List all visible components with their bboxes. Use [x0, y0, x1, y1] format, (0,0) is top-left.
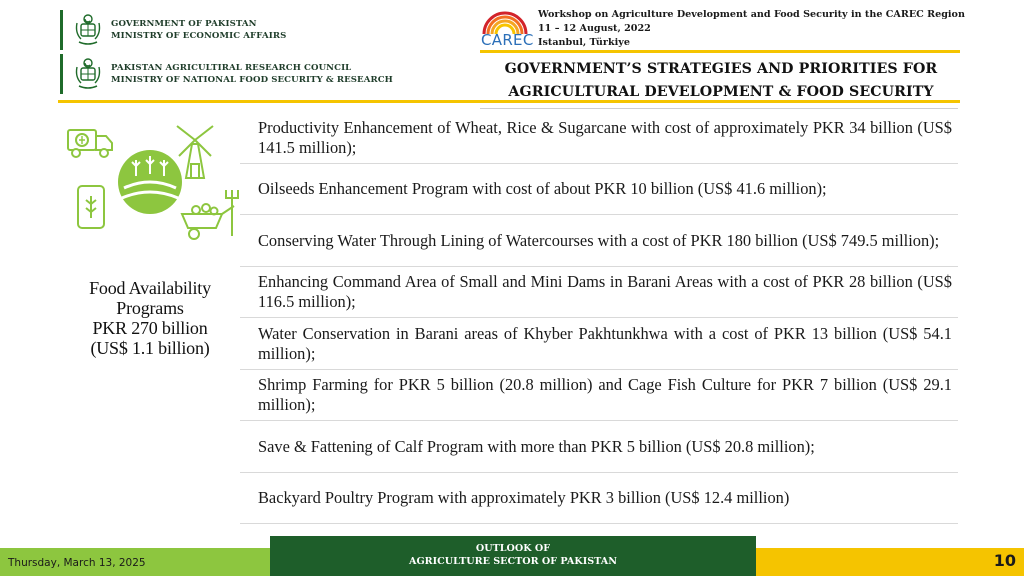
program-text: Save & Fattening of Calf Program with more than PKR 5 billion (US$ 20.8 million); — [258, 436, 815, 456]
agriculture-illustration — [64, 118, 240, 246]
pitchfork-icon — [226, 190, 238, 236]
program-text: Backyard Poultry Program with approximately PKR 3 billion (US$ 12.4 million) — [258, 488, 790, 507]
workshop-location: Istanbul, Türkiye — [538, 37, 630, 48]
footer-right-band — [756, 548, 1024, 576]
title-rule — [480, 108, 958, 109]
wheelbarrow-icon — [182, 204, 234, 239]
field-icon — [118, 150, 182, 214]
workshop-divider — [480, 50, 960, 53]
windmill-icon — [177, 126, 213, 178]
list-item — [240, 473, 958, 524]
carec-logo-text: CAREC — [481, 31, 534, 49]
summary-line1: Food Availability — [89, 278, 211, 298]
program-text: Oilseeds Enhancement Program with cost of about PKR 10 billion (US$ 41.6 million); — [258, 179, 827, 198]
program-summary — [60, 278, 240, 358]
page-number: 10 — [993, 551, 1016, 570]
workshop-title: Workshop on Agriculture Development and Food Security in the CAREC Region — [538, 9, 965, 20]
government-org-line1: GOVERNMENT OF PAKISTAN — [111, 19, 257, 29]
page-title — [484, 58, 958, 104]
program-text: Shrimp Farming for PKR 5 billion (20.8 million) and Cage Fish Culture for PKR 7 billion (US$ 29.1 million); — [258, 375, 952, 414]
program-text: Water Conservation in Barani areas of Khyber Pakhtunkhwa with a cost of PKR 13 billion (US$ 54.1 million); — [258, 323, 952, 363]
program-text: Productivity Enhancement of Wheat, Rice & Sugarcane with cost of approximately PKR 34 billion (US$ 141.5 million); — [258, 117, 952, 157]
org-accent-bar — [60, 10, 63, 50]
phone-icon — [78, 186, 104, 228]
org-accent-bar — [60, 54, 63, 94]
summary-line4: (US$ 1.1 billion) — [90, 338, 210, 358]
truck-icon — [68, 130, 112, 157]
page-title-line2: AGRICULTURAL DEVELOPMENT & FOOD SECURITY — [508, 84, 934, 100]
government-org-line2: MINISTRY OF ECONOMIC AFFAIRS — [111, 31, 287, 41]
list-item — [240, 267, 958, 318]
workshop-dates: 11 – 12 August, 2022 — [538, 23, 651, 34]
government-org-text — [111, 18, 286, 42]
research-org-line2: MINISTRY OF NATIONAL FOOD SECURITY & RESEARCH — [111, 75, 393, 85]
workshop-info — [538, 8, 965, 50]
footer-title — [270, 536, 756, 576]
summary-line3: PKR 270 billion — [92, 318, 208, 338]
footer-title-line2: AGRICULTURE SECTOR OF PAKISTAN — [409, 556, 617, 567]
program-list — [240, 112, 958, 524]
research-org-block — [60, 54, 393, 94]
program-text: Enhancing Command Area of Small and Mini Dams in Barani Areas with a cost of PKR 28 billion (US$ 116.5 million); — [258, 272, 952, 311]
pakistan-emblem-icon — [73, 13, 103, 47]
pakistan-emblem-icon — [73, 57, 103, 91]
summary-line2: Programs — [116, 298, 184, 318]
research-org-text — [111, 62, 393, 86]
list-item — [240, 215, 958, 267]
research-org-line1: PAKISTAN AGRICULTIRAL RESEARCH COUNCIL — [111, 63, 352, 73]
program-text: Conserving Water Through Lining of Watercourses with a cost of PKR 180 billion (US$ 749.5 million); — [258, 230, 940, 250]
list-item — [240, 421, 958, 473]
page-title-line1: GOVERNMENT’S STRATEGIES AND PRIORITIES FOR — [504, 61, 938, 77]
footer-date: Thursday, March 13, 2025 — [8, 557, 146, 569]
government-org-block — [60, 10, 286, 50]
list-item — [240, 370, 958, 421]
footer-title-line1: OUTLOOK OF — [475, 543, 551, 554]
list-item — [240, 318, 958, 370]
list-item — [240, 164, 958, 215]
header-divider — [58, 100, 960, 103]
list-item — [240, 112, 958, 164]
